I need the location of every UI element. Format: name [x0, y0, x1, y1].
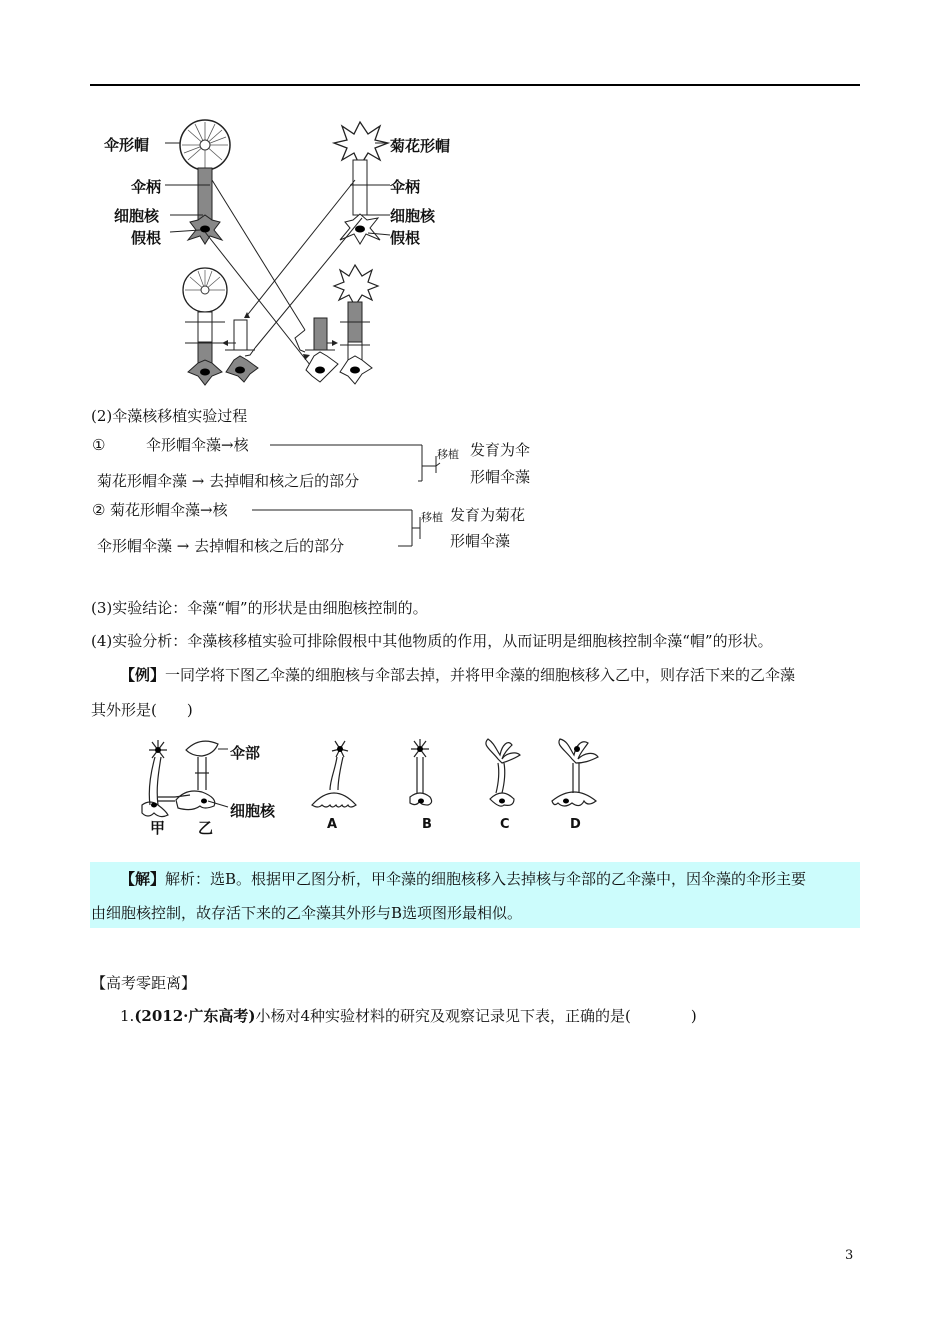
- step2-line1: 菊花形帽伞藻→核: [110, 501, 228, 519]
- option-b-label: B: [422, 817, 432, 832]
- example-line2: 其外形是( ): [91, 701, 193, 719]
- example-diagram-art: [0, 735, 950, 835]
- answer-tag: 【解】: [120, 870, 166, 888]
- option-a-label: A: [327, 817, 338, 832]
- label-stalk-right: 伞柄: [390, 178, 421, 196]
- step2-arrow-label: 移植: [421, 511, 443, 524]
- label-jia: 甲: [150, 819, 166, 837]
- label-chrysanthemum-cap: 菊花形帽: [390, 137, 451, 155]
- answer-line2: 由细胞核控制，故存活下来的乙伞藻其外形与B选项图形最相似。: [91, 904, 523, 922]
- section2-heading: (2)伞藻核移植实验过程: [91, 407, 248, 425]
- section3-conclusion: (3)实验结论：伞藻“帽”的形状是由细胞核控制的。: [91, 599, 428, 617]
- label-yi: 乙: [198, 819, 214, 837]
- step2-result-line2: 形帽伞藻: [450, 532, 511, 550]
- label-umbrella-part: 伞部: [230, 744, 261, 762]
- step1-number: ①: [92, 436, 106, 454]
- label-stalk-left: 伞柄: [131, 178, 162, 196]
- answer-text: 解析：选B。根据甲乙图分析，甲伞藻的细胞核移入去掉核与伞部的乙伞藻中，因伞藻的伞形主要: [165, 870, 807, 888]
- answer-line1: [120, 869, 860, 889]
- label-rhizoid-right: 假根: [390, 229, 421, 247]
- label-rhizoid-left: 假根: [131, 229, 162, 247]
- step1-result-line1: 发育为伞: [470, 441, 531, 459]
- step2-line2: 伞形帽伞藻 → 去掉帽和核之后的部分: [97, 537, 345, 555]
- exam-heading: 【高考零距离】: [91, 974, 197, 992]
- step1-line2: 菊花形帽伞藻 → 去掉帽和核之后的部分: [97, 472, 360, 490]
- step2-number: ②: [92, 501, 106, 519]
- example-line1: [120, 665, 860, 685]
- label-umbrella-cap: 伞形帽: [104, 136, 150, 154]
- question-number: 1.: [120, 1007, 135, 1025]
- label-nucleus: 细胞核: [230, 802, 276, 820]
- question-source: (2012·广东高考): [134, 1007, 256, 1025]
- option-d-label: D: [570, 817, 581, 832]
- section4-analysis: (4)实验分析：伞藻核移植实验可排除假根中其他物质的作用，从而证明是细胞核控制伞藻“帽”的形状。: [91, 632, 773, 650]
- example-text: 一同学将下图乙伞藻的细胞核与伞部去掉，并将甲伞藻的细胞核移入乙中，则存活下来的乙伞藻: [165, 666, 796, 684]
- question-text: 小杨对4种实验材料的研究及观察记录见下表，正确的是( ): [255, 1007, 697, 1025]
- label-nucleus-right: 细胞核: [390, 207, 436, 225]
- question-1: [120, 1006, 697, 1026]
- step1-arrow-label: 移植: [437, 448, 459, 461]
- example-tag: 【例】: [120, 666, 166, 684]
- step1-line1: 伞形帽伞藻→核: [146, 436, 249, 454]
- page-number: 3: [845, 1248, 854, 1263]
- step1-result-line2: 形帽伞藻: [470, 468, 531, 486]
- option-c-label: C: [500, 817, 510, 832]
- step2-result-line1: 发育为菊花: [450, 506, 526, 524]
- label-nucleus-left: 细胞核: [114, 207, 160, 225]
- grafting-diagram-art: [0, 0, 950, 400]
